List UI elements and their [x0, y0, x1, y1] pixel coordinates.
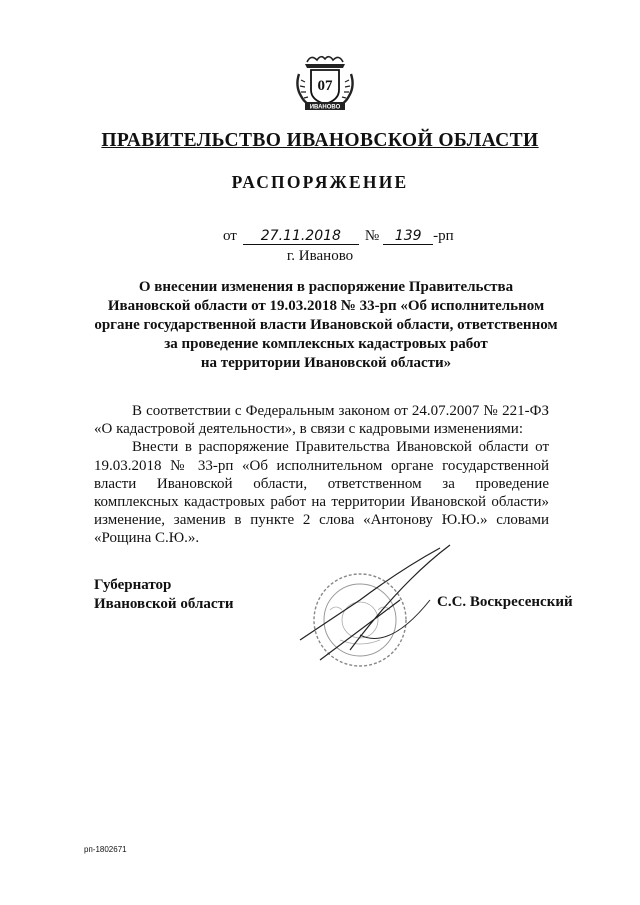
- emblem-number: 07: [317, 78, 333, 94]
- government-title: ПРАВИТЕЛЬСТВО ИВАНОВСКОЙ ОБЛАСТИ: [101, 130, 539, 151]
- document-body: [94, 402, 549, 548]
- subject-line: О внесении изменения в распоряжение Правительства: [138, 279, 514, 295]
- document-type: РАСПОРЯЖЕНИЕ: [231, 172, 409, 192]
- document-subject: [90, 278, 562, 373]
- signer-name: С.С. Воскресенский: [437, 594, 573, 610]
- document-code: рп-1802671: [84, 845, 127, 854]
- signer-title: Губернатор: [94, 577, 172, 593]
- number-sign: №: [364, 228, 380, 244]
- subject-line: Ивановской области от 19.03.2018 № 33-рп «Об исполнительном: [107, 298, 545, 314]
- subject-line: на территории Ивановской области»: [200, 355, 452, 371]
- number-suffix: -рп: [433, 228, 454, 244]
- emblem-ribbon-text: ИВАНОВО: [309, 104, 341, 111]
- coat-of-arms-emblem: [293, 52, 357, 114]
- issue-city: г. Иваново: [286, 248, 354, 264]
- official-seal-and-signature: [290, 540, 460, 680]
- subject-line: за проведение комплексных кадастровых работ: [164, 336, 488, 352]
- signer-region: Ивановской области: [94, 595, 234, 612]
- body-paragraph: В соответствии с Федеральным законом от 24.07.2007 № 221-ФЗ «О кадастровой деятельности», в связи с кадровыми изменениями:: [94, 403, 549, 438]
- body-paragraph: Внести в распоряжение Правительства Ивановской области от 19.03.2018 № 33-рп «Об исполнительном органе государственной власти Ивановской области, ответственном за проведение комплексных кадастровых работ на территории Ивановской области» изменение, заменив в пункте 2 слова «Антонову Ю.Ю.» словами «Рощина С.Ю.».: [94, 439, 549, 547]
- date-prefix: от: [223, 228, 237, 244]
- registration-line: [223, 228, 454, 245]
- document-date: 27.11.2018: [243, 228, 359, 245]
- document-number: 139: [383, 228, 433, 245]
- subject-line: органе государственной власти Ивановской области, ответственном: [94, 317, 558, 333]
- signer-position: [94, 576, 234, 613]
